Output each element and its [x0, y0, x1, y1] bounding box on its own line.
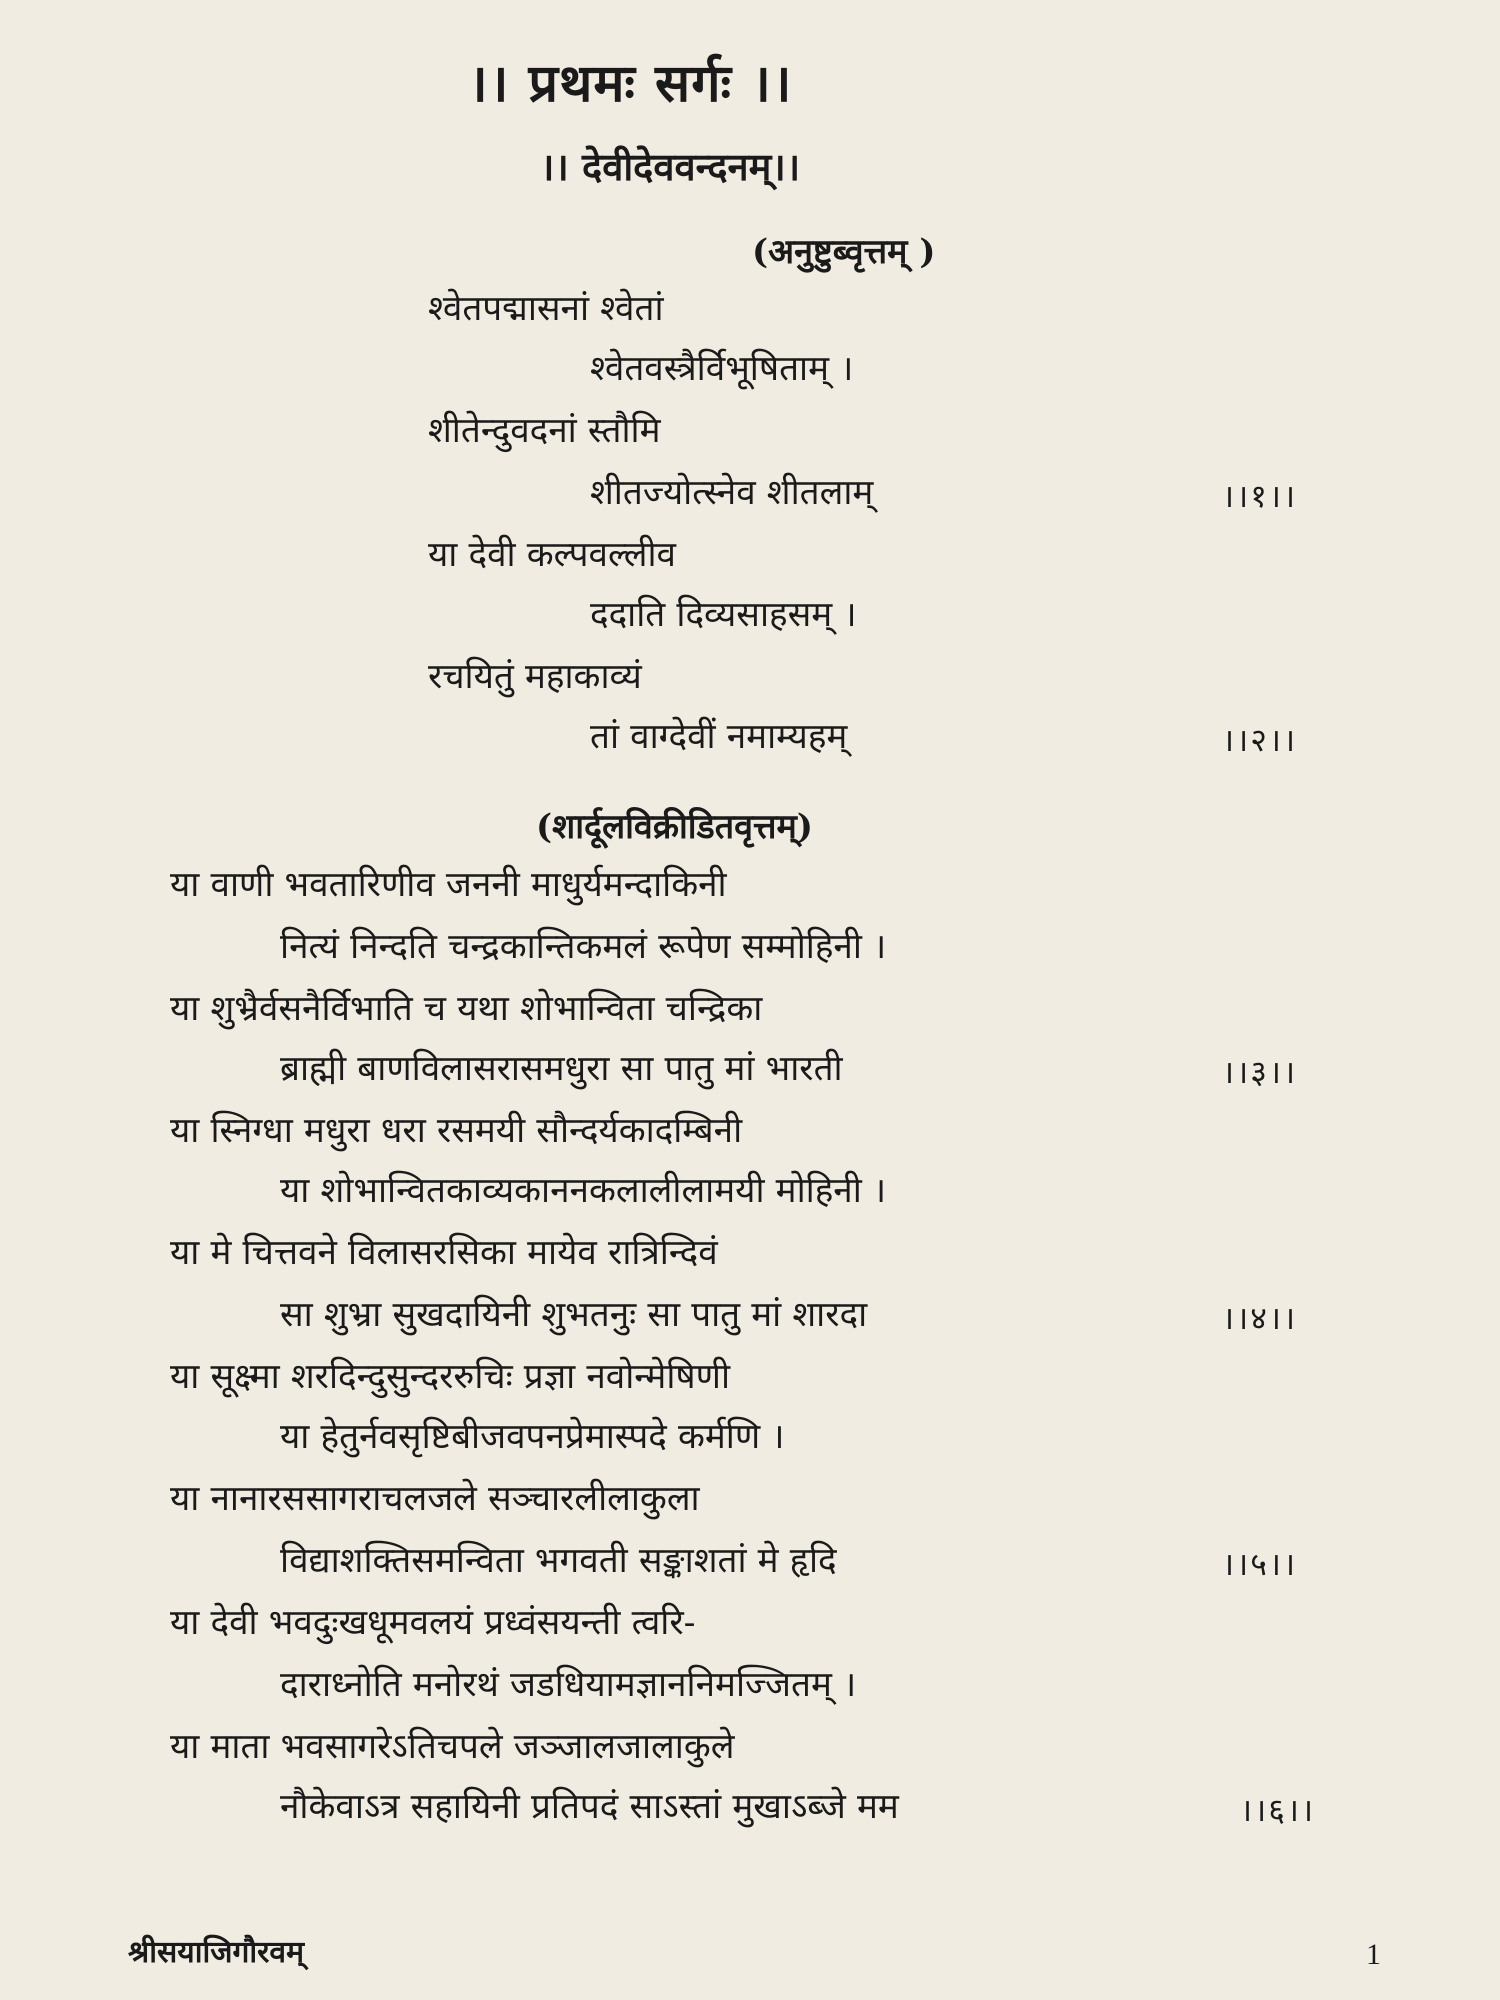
verse-line: तां वाग्देवीं नमाम्यहम्: [590, 717, 848, 757]
verse-line: या स्निग्धा मधुरा धरा रसमयी सौन्दर्यकादम्बिनी: [170, 1111, 743, 1151]
verse-line: या माता भवसागरेऽतिचपले जञ्जालजालाकुले: [170, 1727, 735, 1767]
verse-line: शीतज्योत्स्नेव शीतलाम्: [590, 473, 874, 513]
canto-title: ।। प्रथमः सर्गः ।।: [468, 53, 793, 114]
verse-line: या देवी भवदुःखधूमवलयं प्रध्वंसयन्ती त्वरि-: [170, 1603, 696, 1643]
verse-line: विद्याशक्तिसमन्विता भगवती सङ्काशतां मे हृदि: [280, 1541, 837, 1581]
verse-line: या नानारससागराचलजले सञ्चारलीलाकुला: [170, 1479, 700, 1519]
verse-line: शीतेन्दुवदनां स्तौमि: [428, 411, 661, 451]
verse-line: दाराध्नोति मनोरथं जडधियामज्ञाननिमज्जितम् ।: [280, 1665, 857, 1705]
verse-line: या हेतुर्नवसृष्टिबीजवपनप्रेमास्पदे कर्मणि ।: [280, 1417, 785, 1457]
verse-number: ।।६।।: [1240, 1791, 1316, 1829]
verse-number: ।।१।।: [1222, 477, 1298, 515]
footer-book-title: श्रीसयाजिगौरवम्: [128, 1935, 305, 1970]
verse-number: ।।५।।: [1222, 1545, 1298, 1583]
verse-line: रचयितुं महाकाव्यं: [428, 657, 642, 697]
verse-number: ।।२।।: [1222, 721, 1298, 759]
verse-line: ददाति दिव्यसाहसम् ।: [590, 595, 857, 635]
verse-line: श्वेतवस्त्रैर्विभूषिताम् ।: [590, 349, 854, 389]
verse-line: नौकेवाऽत्र सहायिनी प्रतिपदं साऽस्तां मुखाऽब्जे मम: [280, 1787, 899, 1827]
verse-line: या शोभान्वितकाव्यकाननकलालीलामयी मोहिनी ।: [280, 1171, 887, 1211]
verse-line: या मे चित्तवने विलासरसिका मायेव रात्रिन्दिवं: [170, 1233, 718, 1273]
verse-line: या सूक्ष्मा शरदिन्दुसुन्दररुचिः प्रज्ञा नवोन्मेषिणी: [170, 1357, 731, 1397]
verse-line: श्वेतपद्मासनां श्वेतां: [428, 289, 664, 329]
verse-line: या देवी कल्पवल्लीव: [428, 535, 677, 575]
verse-line: ब्राह्मी बाणविलासरासमधुरा सा पातु मां भारती: [280, 1049, 843, 1089]
verse-number: ।।३।।: [1222, 1053, 1298, 1091]
meter-heading-anushtubh: (अनुष्टुब्वृत्तम् ): [752, 232, 936, 272]
verse-line: या शुभ्रैर्वसनैर्विभाति च यथा शोभान्विता चन्द्रिका: [170, 989, 763, 1029]
verse-line: या वाणी भवतारिणीव जननी माधुर्यमन्दाकिनी: [170, 865, 727, 905]
meter-heading-shardula: (शार्दूलविक्रीडितवृत्तम्): [536, 807, 813, 847]
section-subtitle: ।। देवीदेववन्दनम्।।: [540, 144, 801, 189]
page-number: 1: [1366, 1938, 1381, 1971]
verse-number: ।।४।।: [1222, 1299, 1298, 1337]
verse-line: नित्यं निन्दति चन्द्रकान्तिकमलं रूपेण सम्मोहिनी ।: [280, 927, 887, 967]
verse-line: सा शुभ्रा सुखदायिनी शुभतनुः सा पातु मां शारदा: [280, 1295, 868, 1335]
